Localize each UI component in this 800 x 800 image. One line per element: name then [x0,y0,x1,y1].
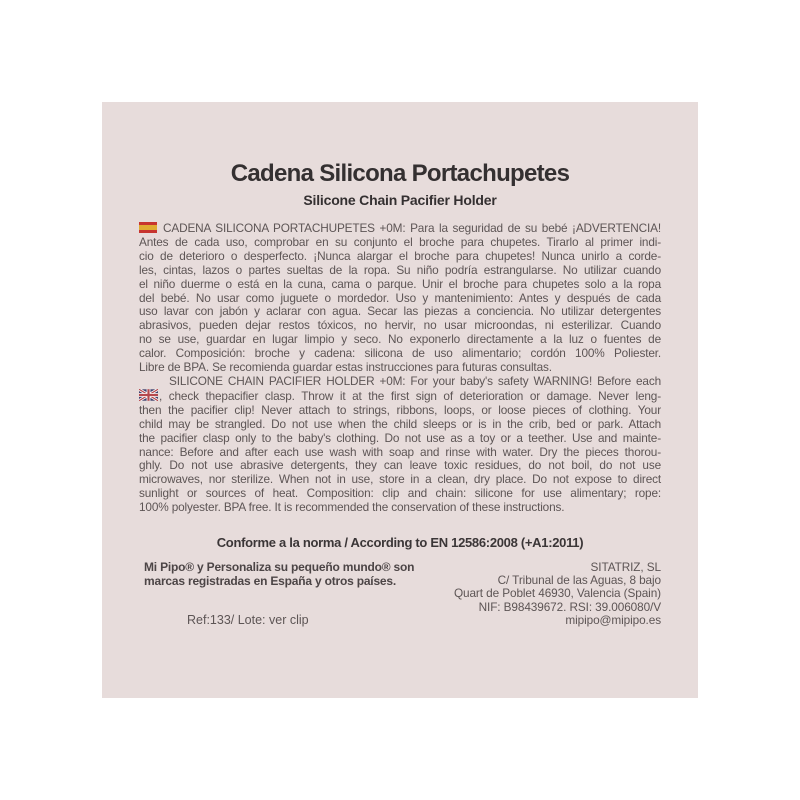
body-line-text: , check thepacifier clasp. Throw it at the first sign of deterioration or damage. Never leng- [159,388,661,403]
spain-flag-icon [139,222,157,233]
company-email: mipipo@mipipo.es [565,612,661,627]
body-line [139,389,661,404]
body-line: no se use, guardar en lugar limpio y seco. No exponerlo directamente a la luz o fuentes de [139,332,661,347]
company-address-block [421,561,661,627]
body-line: the pacifier clasp only to the baby's clothing. Do not use as a toy or a teether. Use and mainte- [139,430,661,445]
trademark-line: Mi Pipo® y Personaliza su pequeño mundo® son [144,560,415,574]
body-line [139,222,661,236]
company-address-line: Quart de Poblet 46930, Valencia (Spain) [453,586,661,601]
body-line: child may be strangled. Do not use when the child sleeps or is in the crib, bed or park. Attach [139,416,661,431]
body-line: del bebé. No usar como juguete o mordedor. Uso y mantenimiento: Antes y después de cada [139,290,661,305]
body-line: sunlight or sources of heat. Composition: clip and chain: silicone for use alimentary; rope: [139,486,661,501]
page-subtitle: Silicone Chain Pacifier Holder [303,192,497,208]
body-line: then the pacifier clip! Never attach to strings, ribbons, loops, or loose pieces of clothing. Your [139,402,661,417]
body-line: el niño duerme o está en la cuna, cama o parque. Unir el broche para chupetes solo a la ropa [139,276,661,291]
uk-flag-icon [139,389,158,401]
body-line: nance: Before and after each use wash with soap and rinse with water. Dry the pieces thorou- [139,444,661,459]
body-line: abrasivos, pueden dejar restos tóxicos, no hervir, no usar microondas, ni esterilizar. Cuando [139,318,661,333]
body-line: cio de deterioro o desperfecto. ¡Nunca alargar el broche para chupetes! Nunca unirlo a corde- [139,248,661,263]
company-registration-line: NIF: B98439672. RSI: 39.006080/V [478,599,661,614]
body-line: SILICONE CHAIN PACIFIER HOLDER +0M: For your baby's safety WARNING! Before each [169,373,661,388]
body-line: ghly. Do not use abrasive detergents, they can leave toxic residues, do not boil, do not use [139,458,661,473]
company-address-line: C/ Tribunal de las Aguas, 8 bajo [497,573,661,588]
instructions-text [139,222,661,515]
body-line: 100% polyester. BPA free. It is recommended the conservation of these instructions. [139,500,565,515]
footer [139,561,661,627]
body-line-text: CADENA SILICONA PORTACHUPETES +0M: Para la seguridad de su bebé ¡ADVERTENCIA! [163,221,661,235]
body-line: Antes de cada uso, comprobar en su conjunto el broche para chupetes. Tirarlo al primer indi- [139,234,661,249]
body-line: Libre de BPA. Se recomienda guardar estas instrucciones para futuras consultas. [139,360,552,375]
footer-left-column [139,561,421,627]
body-line: microwaves, nor sterilize. When not in use, store in a clean, dry place. Do not expose to direct [139,472,661,487]
title-block [102,160,698,209]
trademark-line: marcas registradas en España y otros países. [144,573,396,588]
body-line: calor. Composición: broche y cadena: silicona de uso alimentario; cordón 100% Poliester. [139,346,661,361]
company-name: SITATRIZ, SL [590,560,661,574]
product-label [102,102,698,698]
compliance-standard-line: Conforme a la norma / According to EN 12586:2008 (+A1:2011) [216,535,584,550]
ref-lot-line: Ref:133/ Lote: ver clip [187,613,309,627]
page-title: Cadena Silicona Portachupetes [230,160,570,187]
body-line: uso lavar con jabón y aclarar con agua. Secar las piezas a conciencia. No utilizar detergentes [139,304,661,319]
body-line: les, cintas, lazos o partes sueltas de la ropa. Su niño podría estrangularse. No utilizar cuando [139,262,661,277]
